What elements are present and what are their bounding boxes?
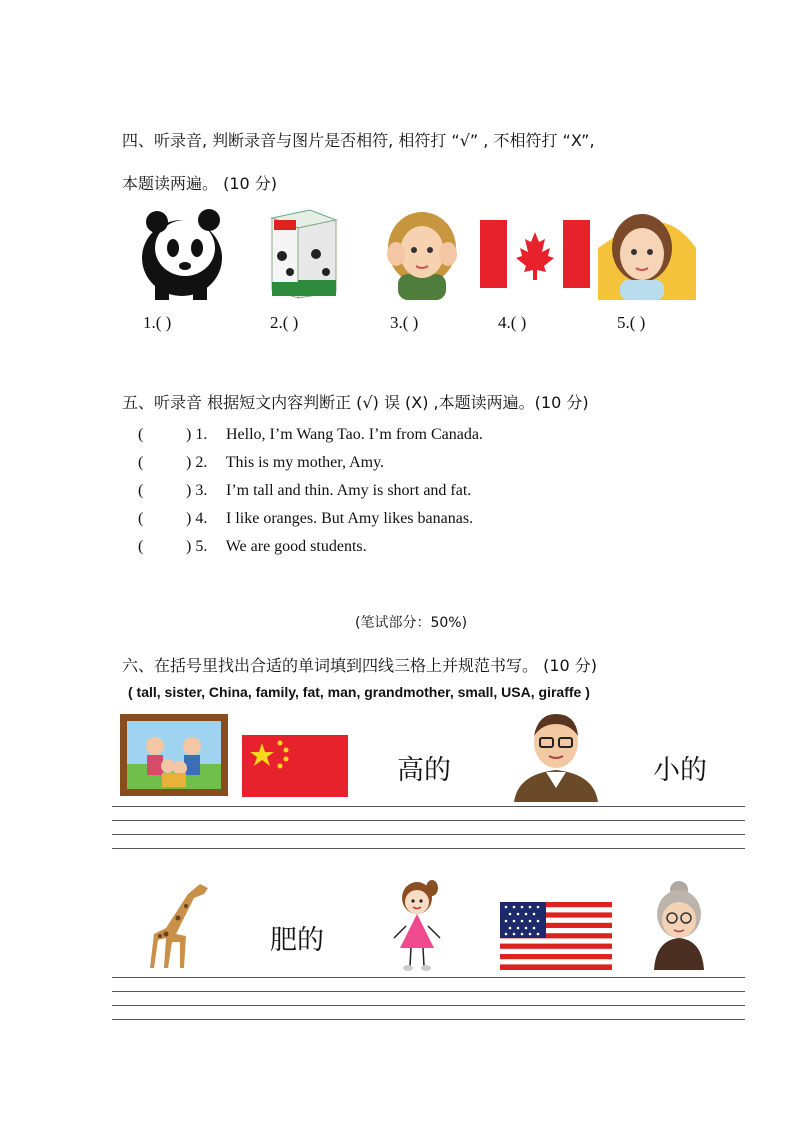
image-label-5: 5.( ) [617,313,646,332]
panda-icon [135,208,229,300]
word-tall-cn: 高的 [397,755,451,786]
list-item: ( ) 3. I’m tall and thin. Amy is short and fat. [138,482,472,499]
word-small-cn: 小的 [653,755,707,786]
girl-icon [392,878,442,972]
list-item: ( ) 1. Hello, I’m Wang Tao. I’m from Canada. [138,426,483,443]
image-label-3: 3.( ) [390,313,419,332]
word-fat-cn: 肥的 [270,925,324,956]
family-picture-icon [120,714,228,796]
writing-lines-1[interactable] [112,806,745,862]
section6-heading: 六、在括号里找出合适的单词填到四线三格上并规范书写。 (10 分) [122,656,598,675]
woman-face-icon [598,208,696,300]
girl-hands-eyes-icon [376,208,468,300]
word-bank: ( tall, sister, China, family, fat, man, grandmother, small, USA, giraffe ) [128,684,590,700]
man-icon [508,708,604,802]
grandmother-icon [650,878,708,970]
section5-heading: 五、听录音 根据短文内容判断正 (√) 误 (X) ,本题读两遍。(10 分) [122,393,589,412]
section4-heading-line2: 本题读两遍。 (10 分) [122,174,278,193]
section4-heading-line1: 四、听录音, 判断录音与图片是否相符, 相符打 “√” , 不相符打 “X”, [122,131,595,150]
canada-flag-icon [480,220,590,288]
image-label-1: 1.( ) [143,313,172,332]
usa-flag-icon [500,902,612,970]
writing-lines-2[interactable] [112,977,745,1033]
written-part-label: (笔试部分：50%) [355,615,468,631]
giraffe-icon [146,878,216,970]
china-flag-icon [242,735,348,797]
list-item: ( ) 4. I like oranges. But Amy likes bananas. [138,510,474,527]
list-item: ( ) 5. We are good students. [138,538,367,555]
list-item: ( ) 2. This is my mother, Amy. [138,454,385,471]
milk-carton-icon [268,206,342,300]
image-label-4: 4.( ) [498,313,527,332]
image-label-2: 2.( ) [270,313,299,332]
